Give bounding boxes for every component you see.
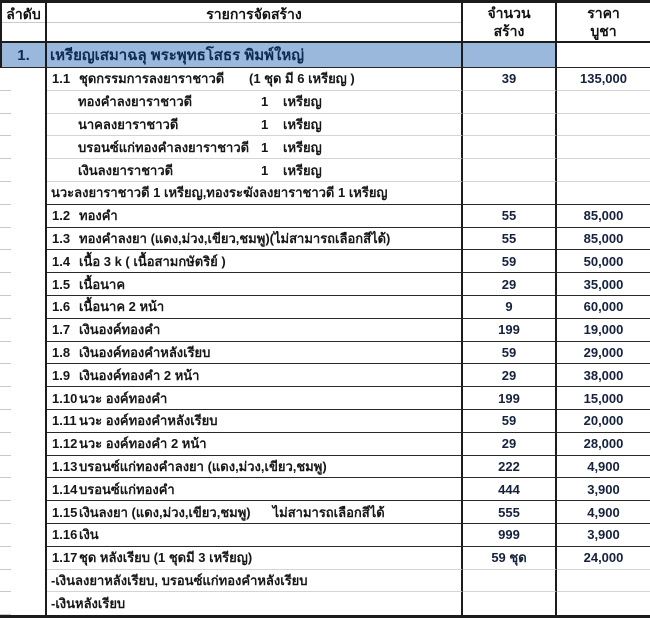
price-cell: 15,000 [557,387,650,410]
sub-item-qty: 1 [261,116,269,132]
quantity-cell [463,91,557,114]
quantity-cell: 199 [463,319,557,342]
quantity-cell: 55 [463,205,557,228]
item-number: 1.4 [52,253,71,269]
price-cell [557,91,650,114]
row-item-cell [47,364,463,387]
table-row [0,364,650,387]
note-row [0,182,650,205]
section-qty-cell [463,43,557,68]
row-order-cell [0,592,47,615]
row-order-cell [0,342,47,365]
price-cell: 60,000 [557,296,650,319]
table-row [0,342,650,365]
row-item-cell [47,159,463,182]
quantity-cell: 59 [463,250,557,273]
section-number: 1. [0,43,47,68]
item-number: 1.5 [52,276,71,292]
item-number: 1.16 [52,527,78,543]
sub-item-row [0,114,650,137]
quantity-cell [463,136,557,159]
row-item-cell [47,456,463,479]
row-item-cell [47,68,463,91]
quantity-cell: 29 [463,364,557,387]
table-row [0,319,650,342]
item-name: นวะ องค์ทองคำ [79,390,168,406]
quantity-cell: 29 [463,433,557,456]
row-order-cell [0,273,47,296]
sub-item-qty: 1 [261,94,269,110]
column-header-item: รายการจัดสร้าง [47,3,463,43]
table-row [0,68,650,91]
row-order-cell [0,319,47,342]
row-order-cell [0,478,47,501]
table-row [0,456,650,479]
row-order-cell [0,114,47,137]
item-name: เนื้อนาค 2 หน้า [79,299,165,315]
row-item-cell [47,319,463,342]
sub-item-name: เงินลงยาราชาวดี [78,162,174,178]
price-cell [557,136,650,159]
column-header-quantity [463,3,557,43]
item-name: เงินองค์ทองคำ [79,322,161,338]
row-order-cell [0,159,47,182]
row-item-cell [47,478,463,501]
row-item-cell [47,114,463,137]
sub-item-qty: 1 [261,162,269,178]
item-name: ทองคำลงยา (แดง,ม่วง,เขียว,ชมพู)(ไม่สามารถเลือกสีได้) [79,230,391,246]
quantity-cell [463,592,557,615]
price-cell: 4,900 [557,456,650,479]
sub-item-unit: เหรียญ [283,94,322,110]
row-order-cell [0,524,47,547]
item-name: เนื้อ 3 k ( เนื้อสามกษัตริย์ ) [79,253,226,269]
item-name: ทองคำ [79,208,118,224]
quantity-cell: 444 [463,478,557,501]
row-item-cell [47,501,463,524]
price-cell: 35,000 [557,273,650,296]
row-item-cell [47,387,463,410]
row-item-cell [47,433,463,456]
quantity-cell: 29 [463,273,557,296]
price-cell [557,570,650,593]
item-name: เงินองค์ทองคำหลังเรียบ [79,344,211,360]
quantity-cell: 999 [463,524,557,547]
row-order-cell [0,387,47,410]
note-text: -เงินลงยาหลังเรียบ, บรอนซ์แก่ทองคำหลังเรียบ [51,572,308,588]
table-row [0,433,650,456]
quantity-cell [463,114,557,137]
item-number: 1.1 [52,71,71,87]
table-row [0,296,650,319]
item-number: 1.10 [52,390,78,406]
header-row [0,3,650,43]
row-order-cell [0,296,47,319]
item-number: 1.9 [52,367,71,383]
quantity-cell [463,182,557,205]
quantity-cell: 199 [463,387,557,410]
row-item-cell [47,136,463,159]
column-header-price [557,3,650,43]
note-text: -เงินหลังเรียบ [51,596,126,612]
price-cell: 20,000 [557,410,650,433]
row-order-cell [0,250,47,273]
item-color-note: ไม่สามารถเลือกสีได้ [272,504,385,520]
table-row [0,478,650,501]
row-order-cell [0,433,47,456]
row-item-cell [47,250,463,273]
row-item-cell [47,570,463,593]
item-number: 1.7 [52,322,71,338]
quantity-cell: 55 [463,228,557,251]
price-cell [557,182,650,205]
column-header-price-line2: บูชา [590,23,617,39]
item-name: นวะ องค์ทองคำ 2 หน้า [79,436,207,452]
sub-item-row [0,159,650,182]
quantity-cell: 59 [463,410,557,433]
sub-item-unit: เหรียญ [283,162,322,178]
row-item-cell [47,410,463,433]
sub-item-name: บรอนซ์แก่ทองคำลงยาราชาวดี [78,139,250,155]
price-cell: 28,000 [557,433,650,456]
table-row [0,501,650,524]
price-cell: 29,000 [557,342,650,365]
row-order-cell [0,136,47,159]
quantity-cell: 9 [463,296,557,319]
table-row [0,410,650,433]
note-row [0,592,650,615]
sub-item-row [0,136,650,159]
item-name: เงินลงยา (แดง,ม่วง,เขียว,ชมพู) [79,504,251,520]
item-name: ชุด หลังเรียบ (1 ชุดมี 3 เหรียญ) [79,550,253,566]
item-number: 1.14 [52,481,78,497]
item-name: เนื้อนาค [79,276,126,292]
price-cell: 50,000 [557,250,650,273]
table-row [0,524,650,547]
item-number: 1.2 [52,208,71,224]
quantity-cell: 59 [463,342,557,365]
column-header-quantity-line1: จำนวน [487,5,531,21]
price-cell [557,592,650,615]
item-set-note: (1 ชุด มี 6 เหรียญ ) [249,71,355,87]
row-item-cell [47,91,463,114]
row-item-cell [47,342,463,365]
sub-item-row [0,91,650,114]
row-order-cell [0,547,47,570]
item-name: ชุดกรรมการลงยาราชาวดี [79,71,225,87]
row-order-cell [0,501,47,524]
item-number: 1.12 [52,436,78,452]
price-cell: 19,000 [557,319,650,342]
price-cell [557,114,650,137]
section-title: เหรียญเสมาฉลุ พระพุทธโสธร พิมพ์ใหญ่ [47,43,463,68]
row-order-cell [0,91,47,114]
sub-item-unit: เหรียญ [283,139,322,155]
item-name: บรอนซ์แก่ทองคำ [79,481,175,497]
price-cell: 3,900 [557,524,650,547]
table-row [0,273,650,296]
quantity-cell: 555 [463,501,557,524]
item-name: เงินองค์ทองคำ 2 หน้า [79,367,200,383]
item-number: 1.17 [52,550,78,566]
price-cell: 4,900 [557,501,650,524]
column-header-order: ลำดับ [0,3,47,43]
item-number: 1.11 [52,413,77,429]
table-row [0,387,650,410]
item-name: บรอนซ์แก่ทองคำลงยา (แดง,ม่วง,เขียว,ชมพู) [79,458,327,474]
row-order-cell [0,570,47,593]
sub-item-name: นาคลงยาราชาวดี [78,116,179,132]
price-cell: 85,000 [557,228,650,251]
column-header-quantity-line2: สร้าง [493,23,525,39]
price-cell: 38,000 [557,364,650,387]
quantity-cell: 222 [463,456,557,479]
item-name: เงิน [79,527,99,543]
row-order-cell [0,456,47,479]
note-text: นวะลงยาราชาวดี 1 เหรียญ,ทองระฆังลงยาราชาวดี 1 เหรียญ [51,185,388,201]
section-price-cell [557,43,650,68]
table-row [0,250,650,273]
sub-item-qty: 1 [261,139,269,155]
item-number: 1.15 [52,504,78,520]
price-cell: 135,000 [557,68,650,91]
item-number: 1.8 [52,344,71,360]
row-item-cell [47,273,463,296]
table-row [0,205,650,228]
quantity-cell: 59 ชุด [463,547,557,570]
quantity-cell [463,159,557,182]
price-cell: 24,000 [557,547,650,570]
sub-item-name: ทองคำลงยาราชาวดี [78,94,193,110]
row-order-cell [0,182,47,205]
row-item-cell [47,182,463,205]
section-row [0,43,650,68]
row-order-cell [0,228,47,251]
price-cell: 85,000 [557,205,650,228]
row-order-cell [0,364,47,387]
row-item-cell [47,547,463,570]
item-number: 1.3 [52,230,71,246]
row-order-cell [0,68,47,91]
item-number: 1.6 [52,299,71,315]
column-header-price-line1: ราคา [587,5,620,21]
row-item-cell [47,296,463,319]
table-row [0,547,650,570]
row-item-cell [47,592,463,615]
table-body [0,3,650,615]
item-number: 1.13 [52,458,78,474]
note-row [0,570,650,593]
price-cell: 3,900 [557,478,650,501]
row-item-cell [47,524,463,547]
row-item-cell [47,228,463,251]
item-name: นวะ องค์ทองคำหลังเรียบ [79,413,218,429]
price-cell [557,159,650,182]
quantity-cell: 39 [463,68,557,91]
row-order-cell [0,410,47,433]
row-order-cell [0,205,47,228]
sub-item-unit: เหรียญ [283,116,322,132]
row-item-cell [47,205,463,228]
table-row [0,228,650,251]
quantity-cell [463,570,557,593]
